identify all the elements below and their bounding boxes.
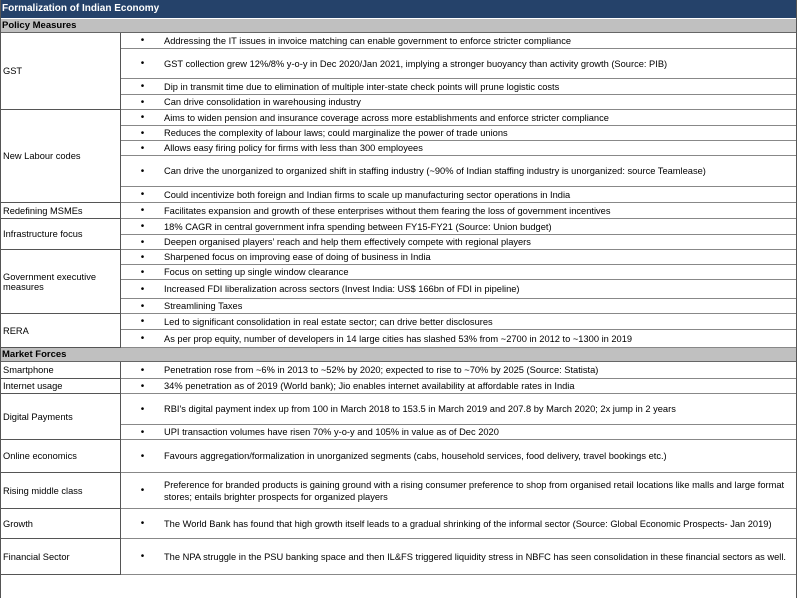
category-label: Financial Sector (0, 539, 121, 575)
bullet-text: Dip in transmit time due to elimination of multiple inter-state check points will prune logistic costs (164, 81, 560, 92)
category-label: GST (0, 33, 121, 110)
bullet-row (121, 425, 797, 440)
bullet-icon: • (140, 518, 145, 529)
bullet-icon: • (140, 127, 145, 139)
bullet-text: Deepen organised players’ reach and help them effectively compete with regional players (164, 237, 531, 247)
section-header: Policy Measures (0, 19, 797, 33)
category-label: Redefining MSMEs (0, 203, 121, 219)
bullet-icon: • (140, 333, 145, 344)
bullet-row (121, 440, 797, 473)
bullet-icon: • (140, 236, 145, 248)
bullet-text: Can drive the unorganized to organized shift in staffing industry (~90% of Indian staffing industry is unorganized: source Teamlease) (164, 166, 706, 176)
bullet-text: Reduces the complexity of labour laws; could marginalize the power of trade unions (164, 128, 508, 138)
bullet-icon: • (140, 403, 145, 415)
bullet-icon: • (140, 112, 145, 123)
bullet-row (121, 33, 797, 49)
bullet-row (121, 509, 797, 539)
bullet-icon: • (140, 205, 145, 216)
bullet-icon: • (140, 221, 145, 232)
bullet-row (121, 49, 797, 79)
bullet-icon: • (140, 364, 145, 376)
bullet-text: Could incentivize both foreign and Indian firms to scale up manufacturing sector operations in India (164, 189, 571, 200)
bullet-icon: • (140, 485, 145, 496)
bullet-icon: • (140, 380, 145, 392)
bullet-text: UPI transaction volumes have risen 70% y-o-y and 105% in value as of Dec 2020 (164, 427, 499, 437)
bullet-text: Increased FDI liberalization across sectors (Invest India: US$ 166bn of FDI in pipeline) (164, 284, 520, 294)
bullet-row (121, 250, 797, 265)
bullet-row (121, 79, 797, 95)
bullet-row (121, 539, 797, 575)
bullet-icon: • (140, 142, 145, 154)
table-title: Formalization of Indian Economy (0, 0, 797, 18)
bullet-row (121, 330, 797, 348)
category-label: Internet usage (0, 379, 121, 394)
bullet-text: 34% penetration as of 2019 (World bank); Jio enables internet availability at affordable rates in India (164, 381, 575, 391)
bullet-row (121, 203, 797, 219)
bullet-text: Focus on setting up single window clearance (164, 267, 349, 277)
bullet-icon: • (140, 189, 145, 200)
bullet-text: Favours aggregation/formalization in unorganized segments (cabs, household services, food delivery, travel bookings etc.) (164, 451, 667, 461)
bullet-text: RBI's digital payment index up from 100 in March 2018 to 153.5 in March 2019 and 207.8 by March 2020; 2x jump in 2 years (164, 404, 676, 414)
bullet-icon: • (140, 450, 145, 462)
bullet-row (121, 379, 797, 394)
bullet-row (121, 473, 797, 509)
bullet-icon: • (140, 58, 145, 69)
bullet-text: Aims to widen pension and insurance coverage across more establishments and enforce stricter compliance (164, 112, 609, 123)
category-label: Smartphone (0, 362, 121, 379)
bullet-text: The NPA struggle in the PSU banking space and then IL&FS triggered liquidity stress in NBFC has seen consolidation in these financial sectors as well. (164, 551, 787, 562)
bullet-icon: • (140, 426, 145, 438)
bullet-icon: • (140, 283, 145, 295)
bullet-icon: • (140, 251, 145, 263)
bullet-text: GST collection grew 12%/8% y-o-y in Dec 2020/Jan 2021, implying a stronger buoyancy than activity growth (Source: PIB) (164, 58, 668, 69)
bullet-text: Addressing the IT issues in invoice matching can enable government to enforce stricter compliance (164, 35, 572, 46)
bullet-row (121, 126, 797, 141)
bullet-text: As per prop equity, number of developers in 14 large cities has slashed 53% from ~2700 in 2012 to ~1300 in 2019 (164, 333, 633, 344)
bullet-row (121, 187, 797, 203)
bullet-icon: • (140, 300, 145, 312)
category-label: RERA (0, 314, 121, 348)
bullet-row (121, 235, 797, 250)
bullet-text: Streamlining Taxes (164, 301, 243, 311)
bullet-row (121, 265, 797, 280)
bullet-row (121, 362, 797, 379)
bullet-row (121, 156, 797, 187)
bullet-icon: • (140, 35, 145, 46)
bullet-text: 18% CAGR in central government infra spending between FY15-FY21 (Source: Union budget) (164, 221, 552, 232)
bullet-text: Can drive consolidation in warehousing industry (164, 97, 361, 107)
category-label: Rising middle class (0, 473, 121, 509)
bullet-text: Preference for branded products is gaining ground with a rising consumer preference to shop from organised retail locations like malls and large format stores; entails brighter prospects for organized players (164, 479, 785, 502)
bullet-text: The World Bank has found that high growth itself leads to a gradual shrinking of the informal sector (Source: Global Economic Prospects- Jan 2019) (164, 518, 772, 529)
bullet-text: Facilitates expansion and growth of these enterprises without them fearing the loss of government incentives (164, 205, 611, 216)
category-label: Digital Payments (0, 394, 121, 440)
bullet-row (121, 394, 797, 425)
category-label: New Labour codes (0, 110, 121, 203)
bullet-text: Sharpened focus on improving ease of doing of business in India (164, 252, 431, 262)
bullet-row (121, 95, 797, 110)
category-label: Growth (0, 509, 121, 539)
bullet-icon: • (140, 316, 145, 327)
section-header: Market Forces (0, 348, 797, 362)
bullet-row (121, 299, 797, 314)
bullet-icon: • (140, 165, 145, 177)
bullet-icon: • (140, 551, 145, 562)
bullet-row (121, 314, 797, 330)
category-label: Government executive measures (0, 250, 121, 314)
category-label: Infrastructure focus (0, 219, 121, 250)
bullet-text: Allows easy firing policy for firms with less than 300 employees (164, 143, 423, 153)
bullet-icon: • (140, 96, 145, 108)
category-label: Online economics (0, 440, 121, 473)
bullet-row (121, 219, 797, 235)
bullet-text: Penetration rose from ~6% in 2013 to ~52% by 2020; expected to rise to ~70% by 2025 (Source: Statista) (164, 365, 599, 375)
bullet-row (121, 280, 797, 299)
bullet-row (121, 141, 797, 156)
bullet-row (121, 110, 797, 126)
bullet-text: Led to significant consolidation in real estate sector; can drive better disclosures (164, 316, 493, 327)
bullet-icon: • (140, 266, 145, 278)
bullet-icon: • (140, 81, 145, 92)
